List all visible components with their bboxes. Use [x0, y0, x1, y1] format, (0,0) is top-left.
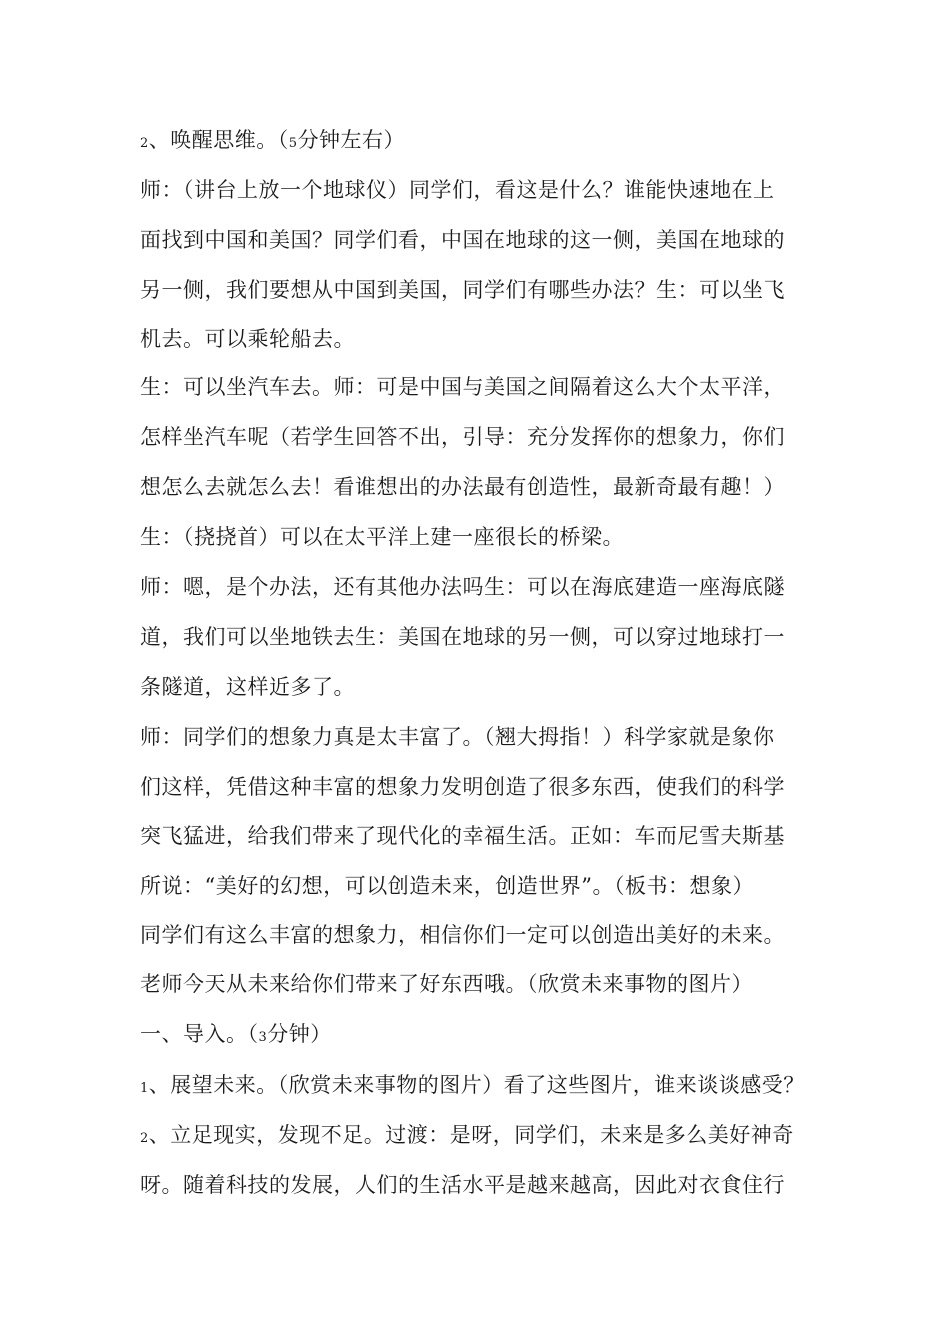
text-line: [140, 1019, 332, 1053]
line-text: 们这样，凭借这种丰富的想象力发明创造了很多东西，使我们的科学: [140, 775, 785, 799]
text-line: [140, 324, 355, 354]
line-text: 机去。可以乘轮船去。: [140, 327, 355, 351]
line-text: 、立足现实，发现不足。过渡：是呀，同学们，未来是多么美好神奇: [148, 1123, 794, 1147]
line-text: 条隧道，这样近多了。: [140, 675, 355, 699]
text-line: [140, 1070, 805, 1104]
line-text: 一、导入。（: [140, 1022, 259, 1046]
text-line: [140, 672, 355, 702]
text-line: [140, 772, 785, 802]
text-line: [140, 871, 754, 901]
text-line: [140, 722, 775, 752]
text-line: [140, 1170, 785, 1200]
line-text: 所说：“美好的幻想，可以创造未来，创造世界”。（板书：想象）: [140, 874, 754, 898]
line-text: 师：同学们的想象力真是太丰富了。（翘大拇指！）科学家就是象你: [140, 725, 775, 749]
line-text: 突飞猛进，给我们带来了现代化的幸福生活。正如：车而尼雪夫斯基: [140, 824, 785, 848]
text-line: [140, 969, 753, 999]
text-line: [140, 572, 785, 602]
line-text: 生：可以坐汽车去。师：可是中国与美国之间隔着这么大个太平洋，: [140, 375, 785, 399]
line-text-continued: 分钟左右）: [297, 128, 406, 152]
inline-number: 3: [258, 1030, 268, 1045]
line-text: 想怎么去就怎么去！看谁想出的办法最有创造性，最新奇最有趣！）: [140, 475, 785, 499]
text-line: [140, 522, 624, 552]
line-text: 道，我们可以坐地铁去生：美国在地球的另一侧，可以穿过地球打一: [140, 625, 785, 649]
line-text: 老师今天从未来给你们带来了好东西哦。（欣赏未来事物的图片）: [140, 972, 753, 996]
text-line: [140, 125, 405, 159]
line-text: 师：（讲台上放一个地球仪）同学们，看这是什么？谁能快速地在上: [140, 178, 775, 202]
section-number: 1: [140, 1081, 149, 1096]
line-text: 面找到中国和美国？同学们看，中国在地球的这一侧，美国在地球的: [140, 228, 785, 252]
section-number: 2: [140, 136, 149, 151]
line-text: 、展望未来。（欣赏未来事物的图片）看了这些图片，谁来谈谈感受？: [148, 1073, 805, 1097]
text-line: [140, 920, 785, 950]
inline-number: 5: [288, 136, 298, 151]
text-line: [140, 472, 785, 502]
text-line: [140, 622, 785, 652]
text-line: [140, 225, 785, 255]
text-line: [140, 1120, 794, 1154]
line-text: 呀。随着科技的发展，人们的生活水平是越来越高，因此对衣食住行: [140, 1173, 785, 1197]
section-number: 2: [140, 1131, 149, 1146]
line-text-continued: 分钟）: [267, 1022, 332, 1046]
text-line: [140, 422, 785, 452]
text-line: [140, 821, 785, 851]
text-line: [140, 175, 775, 205]
line-text: 师：嗯，是个办法，还有其他办法吗生：可以在海底建造一座海底隧: [140, 575, 785, 599]
line-text: 生：（挠挠首）可以在太平洋上建一座很长的桥梁。: [140, 525, 624, 549]
text-line: [140, 275, 785, 305]
line-text: 同学们有这么丰富的想象力，相信你们一定可以创造出美好的未来。: [140, 923, 785, 947]
line-text: 、唤醒思维。（: [148, 128, 289, 152]
line-text: 怎样坐汽车呢（若学生回答不出，引导：充分发挥你的想象力，你们: [140, 425, 785, 449]
text-line: [140, 372, 785, 402]
line-text: 另一侧，我们要想从中国到美国，同学们有哪些办法？生：可以坐飞: [140, 278, 785, 302]
